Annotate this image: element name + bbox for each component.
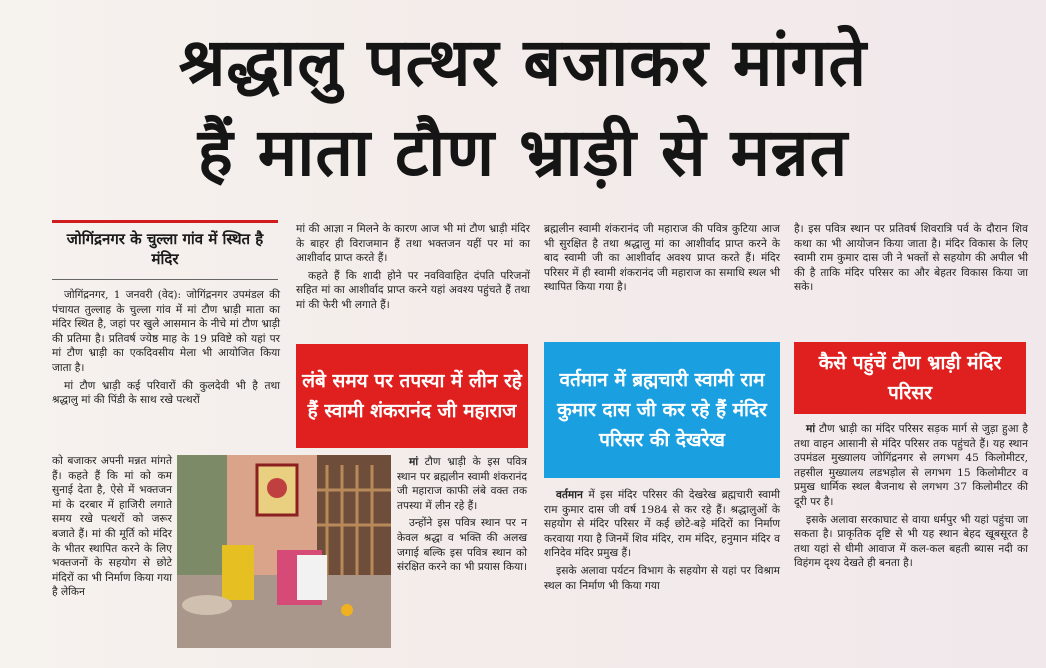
- headline: [20, 18, 1026, 198]
- column-2: [296, 222, 530, 316]
- col1-paragraph-1: जोगिंद्रनगर, 1 जनवरी (वेद): जोगिंद्रनगर उपमंडल की पंचायत तुल्लाह के चुल्ला गांव में मां टौण भ्राड़ी माता का मंदिर स्थित है, जहां पर खुले आसमान के नीचे मां टौण भ्राड़ी की प्रतिमा है। प्रतिवर्ष ज्येष्ठ माह के 19 प्रविष्टे को यहां पर मां टौण भ्राड़ी का एकदिवसीय मेला भी आयोजित किया जाता है।: [52, 289, 280, 374]
- column-4-wrap: [794, 422, 1028, 574]
- col4-red-subheading-text: कैसे पहुंचें टौण भ्राड़ी मंदिर परिसर: [818, 352, 1002, 404]
- column-1-wrap: [52, 454, 172, 603]
- col4-paragraph-2: टौण भ्राड़ी का मंदिर परिसर सड़क मार्ग से जुड़ा हुआ है तथा वाहन आसानी से मंदिर परिसर तक पहुंचते हैं। यह स्थान उपमंडल मुख्यालय जोगिंद्रनगर से लगभग 45 किलोमीटर, तहसील मुख्यालय लडभड़ोल से लगभग 15 किलोमीटर व प्रमुख धार्मिक स्थल बैजनाथ से लगभग 37 किलोमीटर की दूरी पर है।: [794, 423, 1028, 508]
- col2-paragraph-1: मां की आज्ञा न मिलने के कारण आज भी मां टौण भ्राड़ी मंदिर के बाहर ही विराजमान हैं तथा भक्तजन यहीं पर मां का आशीर्वाद प्राप्त करते हैं।: [296, 223, 530, 265]
- col2-red-subheading-text: लंबे समय पर तपस्या में लीन रहे हैं स्वामी शंकरानंद जी महाराज: [302, 370, 522, 422]
- col2-red-subheading: [296, 344, 528, 448]
- subhead-rule: [52, 220, 278, 223]
- col1-paragraph-2a: मां टौण भ्राड़ी कई परिवारों की कुलदेवी भी है तथा श्रद्धालु मां की पिंडी के साथ रखे पत्थरों: [52, 379, 280, 407]
- temple-photo-image: [177, 455, 391, 648]
- col2-paragraph-4: उन्होंने इस पवित्र स्थान पर न केवल श्रद्धा व भक्ति की अलख जगाई बल्कि इस पवित्र स्थान को संरक्षित करने का भी प्रयास किया।: [397, 517, 527, 574]
- column-2-wrap: [397, 455, 527, 578]
- col4-red-subheading: [794, 342, 1026, 414]
- col3-blue-subheading-text: वर्तमान में ब्रह्मचारी स्वामी राम कुमार दास जी कर रहे हैं मंदिर परिसर की देखरेख: [557, 369, 767, 451]
- col2-paragraph-2: कहते हैं कि शादी होने पर नवविवाहित दंपति परिजनों सहित मां का आशीर्वाद प्राप्त करने यहां अवश्य पहुंचते हैं तथा मां की फेरी भी लगाते हैं।: [296, 269, 530, 311]
- col2-paragraph-3: टौण भ्राड़ी के इस पवित्र स्थान पर ब्रह्मलीन स्वामी शंकरानंद जी महाराज काफी लंबे वक्त तक तपस्या में लीन रहे हैं।: [397, 456, 527, 512]
- headline-line-2: हैं माता टौण भ्राड़ी से मन्नत: [197, 114, 849, 191]
- col4-paragraph-3: इसके अलावा सरकाघाट से वाया धर्मपुर भी यहां पहुंचा जा सकता है। प्राकृतिक दृष्टि से भी यह स्थान बेहद खूबसूरत है तथा यहां से धीमी आवाज में कल-कल बहती ब्यास नदी का विहंगम दृश्य देखते ही बनता है।: [794, 513, 1028, 570]
- subhead-underline: [52, 279, 278, 280]
- col1-paragraph-2b: को बजाकर अपनी मन्नत मांगते हैं। कहते हैं कि मां को कम सुनाई देता है, ऐसे में भक्तजन मां के दरबार में हाजिरी लगाते समय रखे पत्थरों को जरूर बजाते हैं। मां की मूर्ति को मंदिर के भीतर स्थापित करने के लिए भक्तजनों के सहयोग से छोटे मंदिरों का भी निर्माण किया गया है लेकिन: [52, 455, 172, 599]
- column-1: [52, 288, 280, 411]
- col3-paragraph-2: में इस मंदिर परिसर की देखरेख ब्रह्मचारी स्वामी राम कुमार दास जी वर्ष 1984 से कर रहे हैं। श्रद्धालुओं के सहयोग से मंदिर परिसर में कई छोटे-बड़े मंदिरों का निर्माण करवाया गया है जिनमें शिव मंदिर, राम मंदिर, हनुमान मंदिर व शनिदेव मंदिर प्रमुख हैं।: [544, 489, 780, 560]
- col4-paragraph-1: है। इस पवित्र स्थान पर प्रतिवर्ष शिवरात्रि पर्व के दौरान शिव कथा का भी आयोजन किया जाता है। मंदिर विकास के लिए स्वामी राम कुमार दास जी ने भक्तों से सहयोग की अपील भी की है ताकि मंदिर परिसर का और बेहतर विकास किया जा सके।: [794, 223, 1028, 294]
- column-3-wrap: [544, 488, 780, 596]
- column-3: [544, 222, 780, 298]
- col3-paragraph-1: ब्रह्मलीन स्वामी शंकरानंद जी महाराज की पवित्र कुटिया आज भी सुरक्षित है तथा श्रद्धालु मां का आशीर्वाद प्राप्त करने के बाद स्वामी जी का आशीर्वाद अवश्य प्राप्त करते हैं। मंदिर परिसर में ही स्वामी शंकरानंद जी महाराज का समाधि स्थल भी स्थापित किया गया है।: [544, 223, 780, 294]
- col4-lead-word: मां: [806, 423, 816, 435]
- col3-blue-subheading: [544, 342, 780, 478]
- headline-line-1: श्रद्धालु पत्थर बजाकर मांगते: [178, 24, 868, 101]
- column-4: [794, 222, 1028, 298]
- subhead: जोगिंद्रनगर के चुल्ला गांव में स्थित है मंदिर: [66, 230, 264, 268]
- col3-lead-word: वर्तमान: [556, 489, 583, 501]
- col3-paragraph-3: इसके अलावा पर्यटन विभाग के सहयोग से यहां पर विश्राम स्थल का निर्माण भी किया गया: [544, 564, 780, 592]
- temple-photo: [177, 455, 391, 648]
- col2-lead-word: मां: [409, 456, 419, 468]
